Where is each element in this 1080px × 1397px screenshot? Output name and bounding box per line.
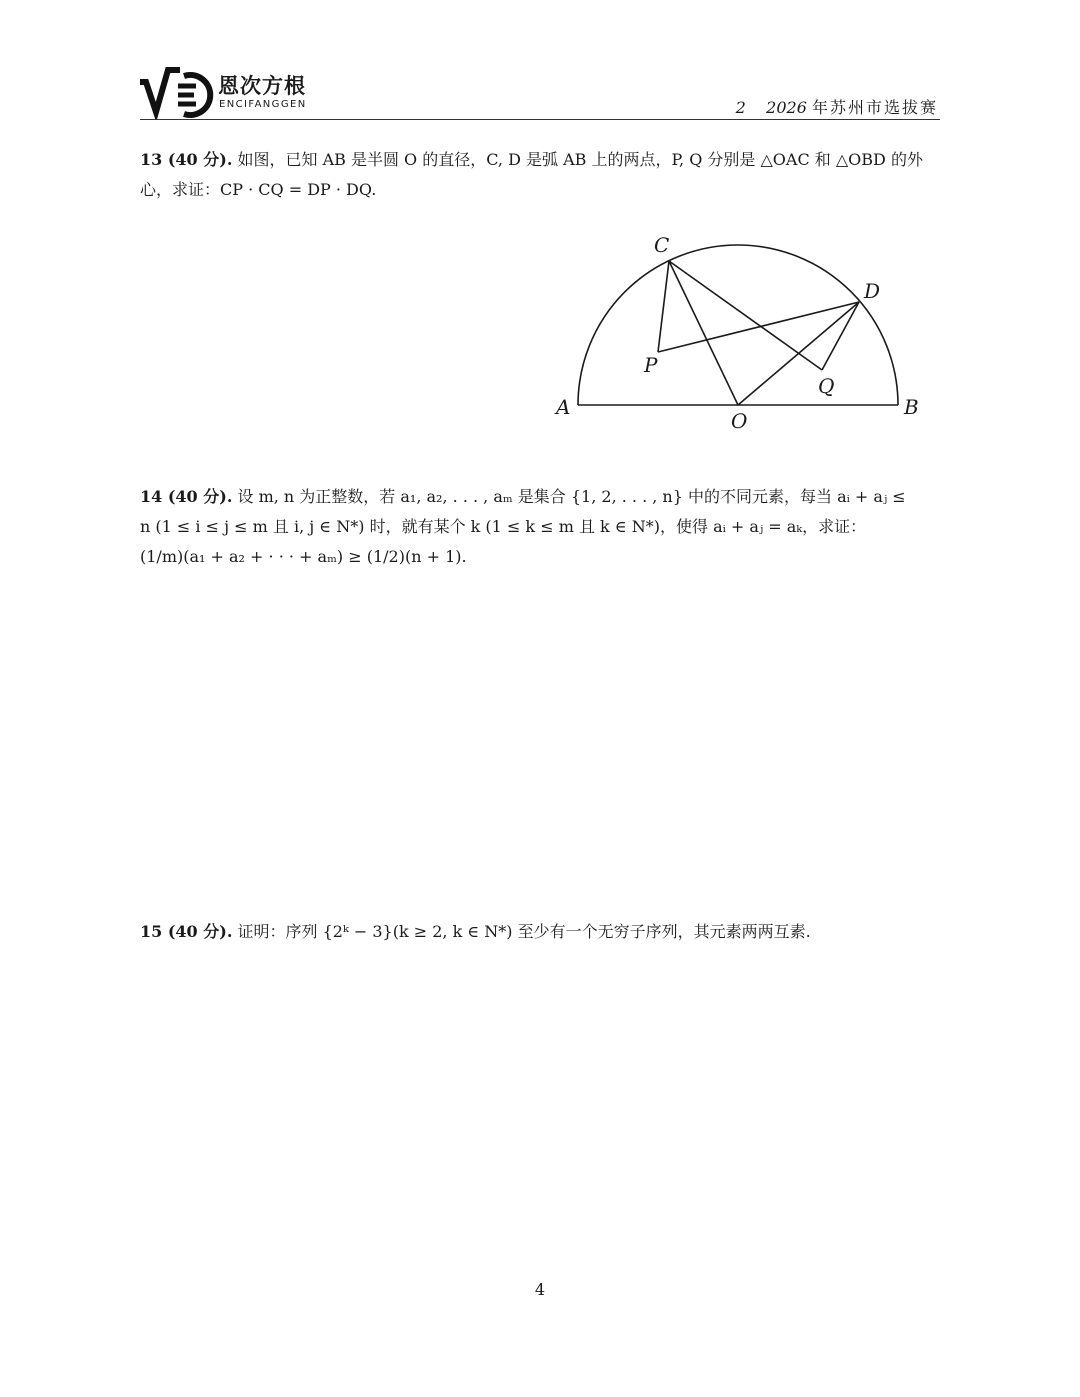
header-page-label: 2	[735, 98, 746, 117]
header-exam-title	[736, 95, 938, 118]
semicircle-figure	[548, 228, 928, 438]
label-b: B	[904, 395, 919, 419]
problem-15	[140, 917, 940, 947]
label-p: P	[644, 353, 658, 377]
logo-english-text: ENCIFANGGEN	[219, 99, 307, 110]
problem-15-text: 证明：序列 {2ᵏ − 3}(k ≥ 2, k ∈ N*) 至少有一个无穷子序列，其元素两两互素.	[237, 922, 811, 941]
page-number: 4	[534, 1280, 546, 1299]
problem-14-text-1: 设 m, n 为正整数，若 a₁, a₂, . . . , aₘ 是集合 {1, 2, . . . , n} 中的不同元素，每当 aᵢ + aⱼ ≤	[237, 487, 906, 506]
header-year: 2026	[766, 98, 807, 117]
problem-14-line-3: (1/m)(a₁ + a₂ + · · · + aₘ) ≥ (1/2)(n + 1).	[140, 547, 467, 566]
label-q: Q	[818, 374, 835, 398]
problem-13-text: 如图，已知 AB 是半圆 O 的直径，C, D 是弧 AB 上的两点，P, Q 分别是 △OAC 和 △OBD 的外心，求证：CP · CQ = DP · DQ.	[140, 150, 923, 199]
label-c: C	[654, 233, 670, 257]
segment-dq	[822, 302, 859, 370]
header-title: 年苏州市选拔赛	[811, 98, 938, 117]
problem-14-line-1	[140, 482, 940, 512]
header-rule	[140, 119, 940, 120]
logo-chinese-text: 恩次方根	[218, 74, 306, 98]
label-d: D	[864, 279, 881, 303]
label-a: A	[556, 395, 571, 419]
problem-13	[140, 145, 940, 205]
segment-cp	[658, 261, 669, 352]
problem-14-number: 14 (40 分).	[140, 487, 233, 506]
segment-co	[669, 261, 738, 405]
label-o: O	[731, 409, 748, 433]
problem-14-line-2: n (1 ≤ i ≤ j ≤ m 且 i, j ∈ N*) 时，就有某个 k (1 ≤ k ≤ m 且 k ∈ N*)，使得 aᵢ + aⱼ = aₖ，求证：	[140, 517, 867, 536]
problem-15-number: 15 (40 分).	[140, 922, 233, 941]
semicircle-arc	[578, 245, 898, 405]
problem-14	[140, 482, 940, 572]
problem-13-number: 13 (40 分).	[140, 150, 233, 169]
